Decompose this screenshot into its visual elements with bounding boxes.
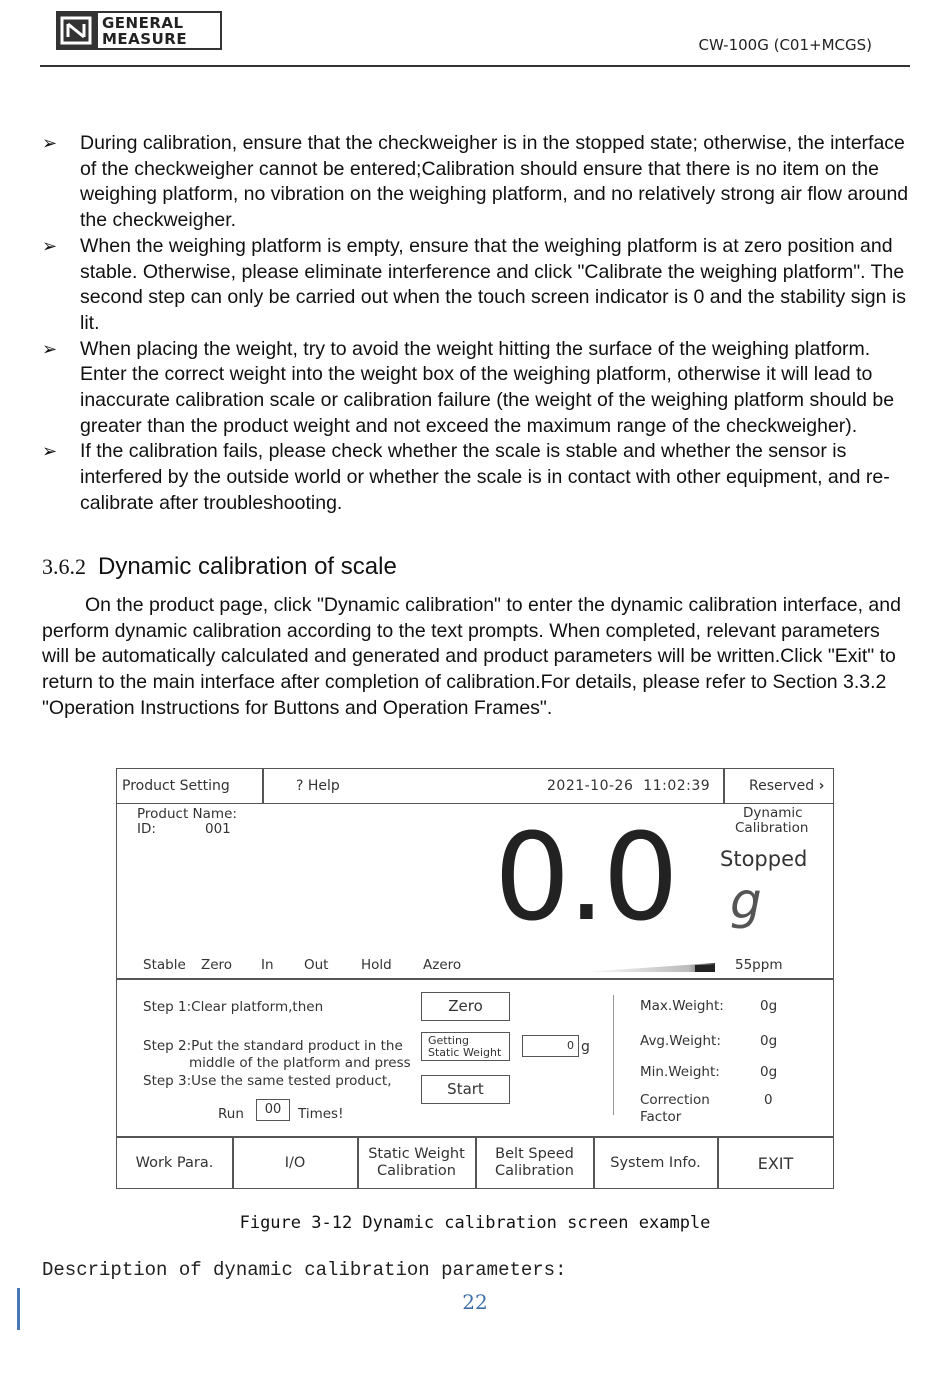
belt-cal-line2: Calibration bbox=[495, 1163, 574, 1179]
logo-mark-icon bbox=[58, 13, 98, 48]
run-label: Run bbox=[218, 1106, 244, 1122]
indicator-azero: Azero bbox=[423, 957, 462, 973]
bullet-item bbox=[42, 337, 912, 440]
indicator-hold: Hold bbox=[361, 957, 392, 973]
chevron-right-icon: › bbox=[818, 778, 825, 794]
bullet-text: When placing the weight, try to avoid the weight hitting the surface of the weighing platform. Enter the correct weight into the weight box of the weighing platform, otherwise it will lead to inaccurate calibration scale or calibration failure (the weight of the weighing platform should be greater than the product weight and not exceed the maximum range of the checkweigher). bbox=[80, 337, 895, 437]
indicator-out: Out bbox=[304, 957, 329, 973]
belt-speed-calibration-button[interactable] bbox=[476, 1137, 593, 1189]
start-button[interactable]: Start bbox=[421, 1075, 510, 1104]
dynamic-calibration-screen bbox=[116, 768, 834, 1189]
belt-cal-line1: Belt Speed bbox=[495, 1146, 574, 1162]
product-setting-tab[interactable]: Product Setting bbox=[122, 778, 230, 794]
exit-button[interactable]: EXIT bbox=[757, 1153, 794, 1173]
mode-title-line2: Calibration bbox=[735, 820, 809, 836]
step2-text-line2: middle of the platform and press bbox=[189, 1055, 411, 1071]
getting-line1: Getting bbox=[428, 1034, 469, 1047]
bullet-text: If the calibration fails, please check whether the scale is stable and whether the sensor is interfered by the outside world or whether the scale is in contact with other equipment, and re-calibrate after troubleshooting. bbox=[80, 440, 890, 514]
max-weight-value: 0g bbox=[760, 998, 778, 1014]
step2-text-line1: Step 2:Put the standard product in the bbox=[143, 1038, 403, 1054]
avg-weight-value: 0g bbox=[760, 1033, 778, 1049]
arrow-bullet-icon: ➢ bbox=[42, 441, 58, 462]
arrow-bullet-icon: ➢ bbox=[42, 133, 58, 153]
time-text: 11:02:39 bbox=[643, 778, 711, 794]
bullet-item bbox=[42, 234, 912, 337]
hmi-topbar bbox=[117, 769, 833, 804]
id-value: 001 bbox=[205, 821, 231, 837]
signal-bar-icon bbox=[583, 961, 715, 973]
getting-line2: Static Weight bbox=[428, 1046, 502, 1059]
bullet-list bbox=[42, 131, 912, 517]
static-cal-line2: Calibration bbox=[377, 1163, 456, 1179]
run-status: Stopped bbox=[720, 847, 808, 871]
min-weight-label: Min.Weight: bbox=[640, 1064, 720, 1080]
description-heading: Description of dynamic calibration parameters: bbox=[42, 1259, 567, 1281]
document-code: CW-100G (C01+MCGS) bbox=[698, 36, 872, 54]
header-divider bbox=[40, 65, 910, 67]
date-text: 2021-10-26 bbox=[547, 778, 634, 794]
arrow-bullet-icon: ➢ bbox=[42, 235, 58, 256]
static-weight-unit: g bbox=[581, 1039, 590, 1055]
bullet-text: When the weighing platform is empty, ensure that the weighing platform is at zero position and stable. Otherwise, please eliminate interference and click "Calibrate the weighing platform". The second step can only be carried out when the touch screen indicator is 0 and the stability sign is lit. bbox=[80, 234, 906, 334]
topbar-divider bbox=[723, 769, 725, 803]
reserved-label: Reserved bbox=[749, 778, 815, 794]
section-title: Dynamic calibration of scale bbox=[98, 553, 397, 580]
mode-title-line1: Dynamic bbox=[743, 805, 803, 821]
times-label: Times! bbox=[298, 1106, 344, 1122]
company-logo bbox=[56, 11, 222, 50]
bullet-item bbox=[42, 439, 912, 516]
static-weight-calibration-button[interactable] bbox=[358, 1137, 475, 1189]
static-cal-line1: Static Weight bbox=[368, 1146, 465, 1162]
indicator-in: In bbox=[261, 957, 274, 973]
reserved-button[interactable] bbox=[749, 769, 833, 803]
topbar-divider bbox=[262, 769, 264, 803]
speed-readout: 55ppm bbox=[735, 957, 783, 973]
getting-static-weight-button[interactable] bbox=[421, 1032, 510, 1061]
step3-text: Step 3:Use the same tested product, bbox=[143, 1073, 392, 1089]
min-weight-value: 0g bbox=[760, 1064, 778, 1080]
static-weight-input[interactable]: 0 bbox=[522, 1035, 579, 1057]
indicator-zero: Zero bbox=[201, 957, 233, 973]
page-number: 22 bbox=[462, 1290, 488, 1314]
figure-caption: Figure 3-12 Dynamic calibration screen example bbox=[239, 1213, 711, 1233]
bullet-item bbox=[42, 131, 912, 234]
datetime-display bbox=[547, 769, 727, 803]
body-paragraph: On the product page, click "Dynamic calibration" to enter the dynamic calibration interface, and perform dynamic calibration according to the text prompts. When completed, relevant parameters will be automatically calculated and generated and product parameters will be written.Click "Exit" to return to the main interface after completion of calibration.For details, please refer to Section 3.3.2 "Operation Instructions for Buttons and Operation Frames". bbox=[42, 594, 901, 719]
correction-factor-label-line2: Factor bbox=[640, 1109, 682, 1125]
arrow-bullet-icon: ➢ bbox=[42, 338, 58, 359]
product-name-label: Product Name: bbox=[137, 806, 237, 822]
logo-line1: GENERAL bbox=[102, 13, 184, 32]
avg-weight-label: Avg.Weight: bbox=[640, 1033, 721, 1049]
correction-factor-value: 0 bbox=[764, 1092, 773, 1108]
work-para-button[interactable]: Work Para. bbox=[135, 1154, 214, 1171]
display-divider bbox=[117, 978, 833, 980]
section-heading bbox=[42, 553, 397, 581]
section-number: 3.6.2 bbox=[42, 554, 86, 579]
run-times-input[interactable]: 00 bbox=[256, 1099, 290, 1121]
max-weight-label: Max.Weight: bbox=[640, 998, 724, 1014]
stats-divider bbox=[613, 995, 614, 1115]
id-label: ID: bbox=[137, 821, 156, 837]
indicator-stable: Stable bbox=[143, 957, 186, 973]
weight-display: 0.0 bbox=[494, 809, 676, 948]
step1-text: Step 1:Clear platform,then bbox=[143, 999, 324, 1015]
bullet-text: During calibration, ensure that the checkweigher is in the stopped state; otherwise, the interface of the checkweigher cannot be entered;Calibration should ensure that there is no item on the weighing platform, no vibration on the weighing platform, and no relatively strong air flow around the checkweigher. bbox=[80, 132, 909, 232]
logo-line2: MEASURE bbox=[102, 29, 188, 48]
system-info-button[interactable]: System Info. bbox=[610, 1154, 701, 1171]
zero-button[interactable]: Zero bbox=[421, 992, 510, 1021]
weight-unit: g bbox=[730, 872, 762, 930]
help-button[interactable]: ? Help bbox=[296, 778, 340, 794]
correction-factor-label-line1: Correction bbox=[640, 1092, 710, 1108]
io-button[interactable]: I/O bbox=[284, 1154, 306, 1171]
